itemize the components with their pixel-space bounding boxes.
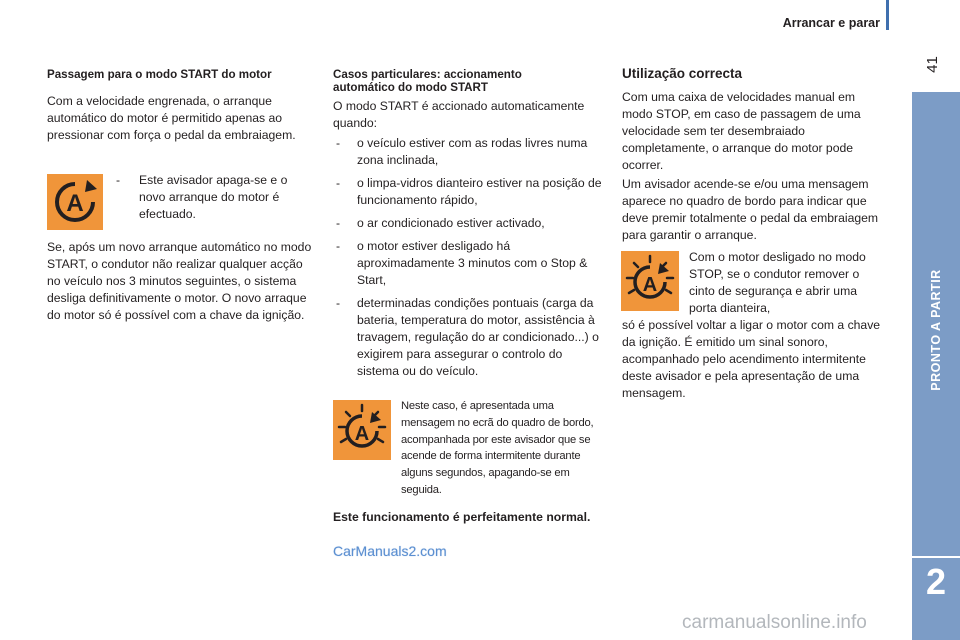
col2-closing: Este funcionamento é perfeitamente normal.: [333, 510, 591, 524]
col3-icon-text: Com o motor desligado no modo STOP, se o condutor remover o cinto de segurança e abrir uma porta dianteira,: [689, 250, 866, 315]
col1-heading: Passagem para o modo START do motor: [47, 68, 272, 81]
col3-paragraph1: Com uma caixa de velocidades manual em modo STOP, em caso de passagem de uma velocidade sem ter desembraiado completamente, o arranque do motor pode ocorrer.: [622, 90, 861, 172]
col3-paragraph2: Um avisador acende-se e/ou uma mensagem aparece no quadro de bordo para indicar que deve premir totalmente o pedal da embraiagem para garantir o arranque.: [622, 177, 879, 242]
auto-start-flashing-icon: [333, 400, 391, 460]
list-item: - o veículo estiver com as rodas livres numa zona inclinada,: [333, 135, 605, 169]
list-item: - o ar condicionado estiver activado,: [333, 215, 605, 232]
col1-paragraph: Se, após um novo arranque automático no modo START, o condutor não realizar qualquer acção no veículo nos 3 minutos seguintes, o sistema desliga definitivamente o motor. O novo arraque do motor só é possível com a chave da ignição.: [47, 240, 312, 322]
auto-start-warning-icon: [47, 174, 103, 230]
list-item: - o motor estiver desligado há aproximadamente 3 minutos com o Stop & Start,: [333, 238, 605, 289]
list-item: - o limpa-vidros dianteiro estiver na posição de funcionamento rápido,: [333, 175, 605, 209]
col1-icon-note: Este avisador apaga-se e o novo arranque do motor é efectuado.: [139, 173, 288, 221]
section-title: Arrancar e parar: [782, 16, 880, 30]
carmanuals-watermark: CarManuals2.com: [333, 543, 447, 559]
auto-start-flashing-icon: [621, 251, 679, 311]
col2-intro: O modo START é accionado automaticamente quando:: [333, 99, 585, 130]
chapter-number: 2: [925, 561, 947, 602]
col3-heading: Utilização correcta: [622, 66, 743, 81]
chapter-label: PRONTO A PARTIR: [929, 269, 943, 391]
carmanualsonline-watermark: carmanualsonline.info: [682, 612, 867, 633]
col2-heading: Casos particulares: accionamento automático do modo START: [333, 68, 522, 94]
col2-icon-note: Neste caso, é apresentada uma mensagem no ecrã do quadro de bordo, acompanhada por este avisador que se acende de forma intermitente durante alguns segundos, apagando-se em seguida.: [401, 400, 594, 496]
svg-text:A: A: [354, 423, 370, 445]
start-conditions-list: [333, 135, 605, 386]
chapter-rule: [912, 556, 960, 558]
svg-text:A: A: [642, 274, 658, 296]
header-rule: [886, 0, 889, 30]
col1-dash: -: [116, 173, 121, 187]
page-number: 41: [923, 56, 941, 73]
col3-after-icon: só é possível voltar a ligar o motor com a chave da ignição. É emitido um sinal sonoro, acompanhado pelo acendimento intermitente deste avisador e pela apresentação de uma mensagem.: [622, 318, 881, 400]
col1-intro: Com a velocidade engrenada, o arranque automático do motor é permitido apenas ao pressionar com força o pedal da embraiagem.: [47, 94, 296, 142]
svg-text:A: A: [66, 190, 84, 217]
list-item: - determinadas condições pontuais (carga da bateria, temperatura do motor, assistência à travagem, regulação do ar condicionado...) o exigirem para assegurar o controlo do sistema ou do veículo.: [333, 295, 605, 380]
